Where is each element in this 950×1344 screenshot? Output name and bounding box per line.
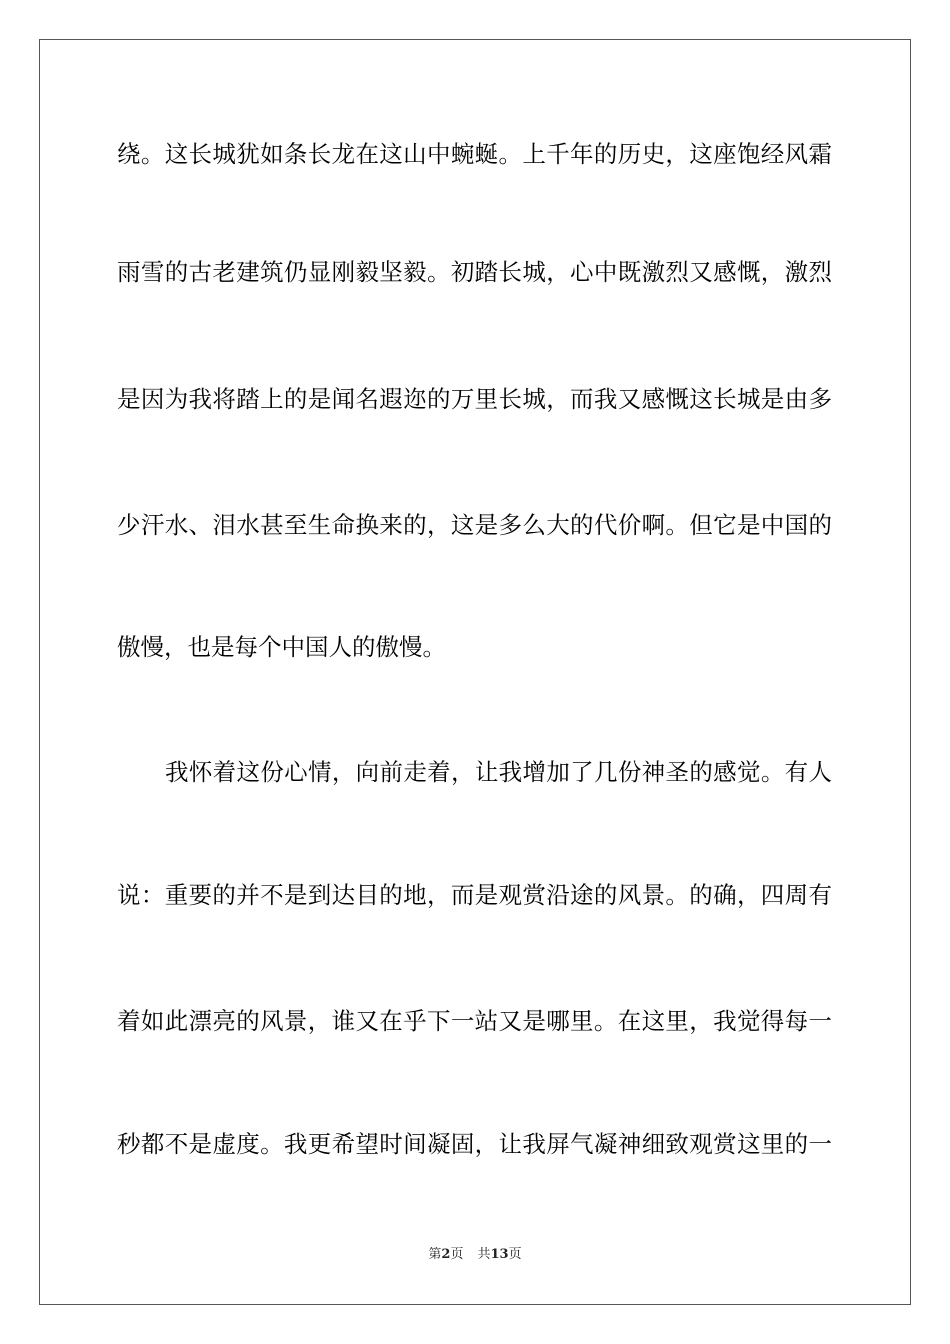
text-line: 秒都不是虚度。我更希望时间凝固，让我屏气凝神细致观赏这里的一 [117, 1130, 832, 1158]
page-number: 2 [441, 1247, 451, 1262]
page-prefix: 第 [428, 1247, 442, 1262]
page-suffix: 页 [450, 1247, 464, 1262]
text-line: 说：重要的并不是到达目的地，而是观赏沿途的风景。的确，四周有 [117, 881, 832, 909]
text-line: 少汗水、泪水甚至生命换来的，这是多么大的代价啊。但它是中国的 [117, 511, 832, 539]
page-border [39, 39, 911, 1305]
page-footer [0, 1246, 950, 1264]
total-pages: 13 [490, 1247, 509, 1262]
total-prefix: 共 [477, 1247, 491, 1262]
text-line: 是因为我将踏上的是闻名遐迩的万里长城，而我又感慨这长城是由多 [117, 385, 832, 413]
text-line: 绕。这长城犹如条长龙在这山中蜿蜒。上千年的历史，这座饱经风霜 [117, 140, 832, 168]
text-line-paragraph-start: 我怀着这份心情，向前走着，让我增加了几份神圣的感觉。有人 [165, 758, 832, 786]
text-line: 傲慢，也是每个中国人的傲慢。 [117, 633, 446, 661]
text-line: 雨雪的古老建筑仍显刚毅坚毅。初踏长城，心中既激烈又感慨，激烈 [117, 258, 832, 286]
total-suffix: 页 [508, 1247, 522, 1262]
text-line: 着如此漂亮的风景，谁又在乎下一站又是哪里。在这里，我觉得每一 [117, 1007, 832, 1035]
